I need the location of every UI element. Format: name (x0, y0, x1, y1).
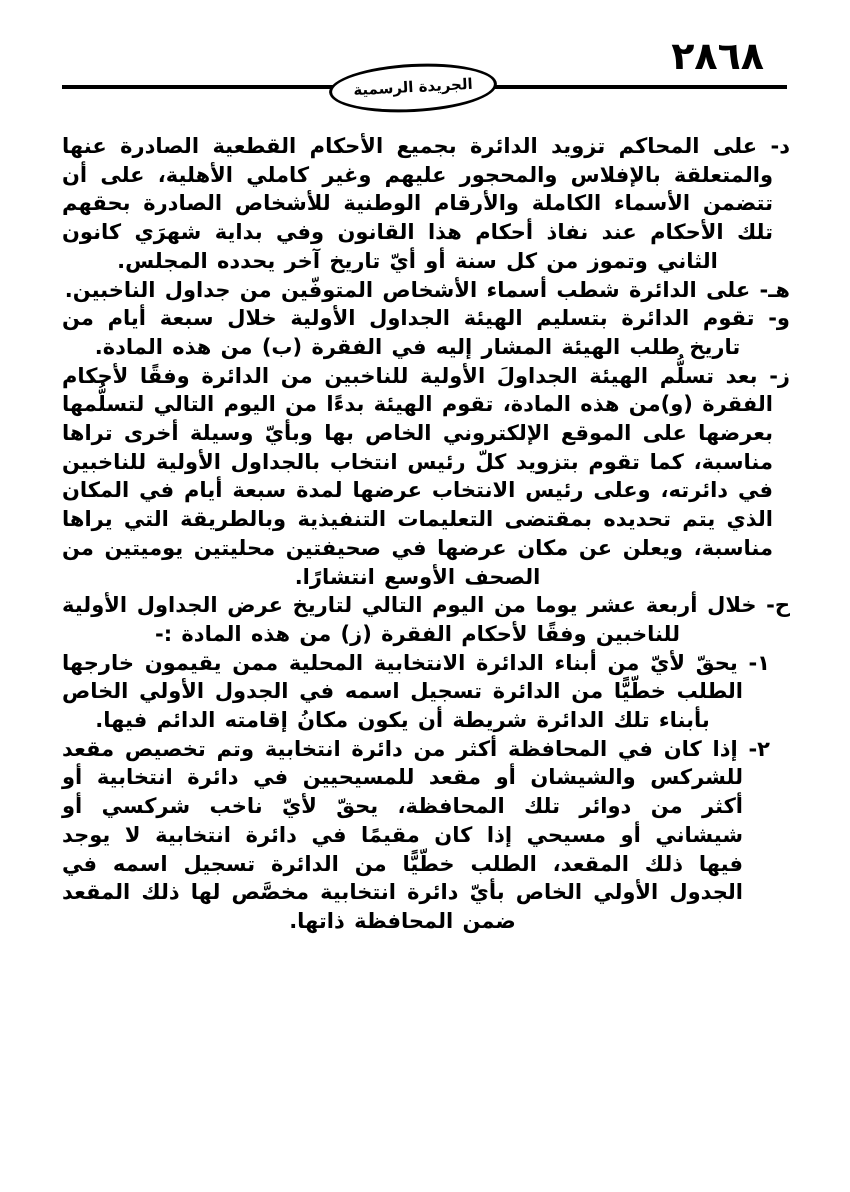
clause-ha: هـ- على الدائرة شطب أسماء الأشخاص المتوفّين من جداول الناخبين. (64, 277, 790, 302)
numbered-item-2: ٢- إذا كان في المحافظة أكثر من دائرة انتخابية وتم تخصيص مقعد للشركس والشيشان أو مقعد للمسيحيين في دائرة انتخابية أو أكثر من دوائر تلك المحافظة، يحقّ لأيّ ناخب شركسي أو شيشاني أو مسيحي إذا كان مقيمًا في دائرة انتخابية لا يوجد فيها ذلك المقعد، الطلب خطّيًّا من الدائرة تسجيل اسمه في الجدول الأولي الخاص بأيّ دائرة انتخابية مخصَّص لها ذلك المقعد ضمن المحافظة ذاتها. (62, 736, 770, 933)
clause-zay: ز- بعد تسلُّم الهيئة الجداولَ الأولية للناخبين من الدائرة وفقًا لأحكام الفقرة (و)من هذه المادة، تقوم الهيئة بدءًا من اليوم التالي لتسلُّمها بعرضها على الموقع الإلكتروني الخاص بها وبأيّ وسيلة أخرى تراها مناسبة، كما تقوم بتزويد كلّ رئيس انتخاب بالجداول الأولية للناخبين في دائرته، وعلى رئيس الانتخاب عرضها لمدة سبعة أيام في المكان الذي يتم تحديده بمقتضى التعليمات التنفيذية وبالطريقة التي يراها مناسبة، ويعلن عن مكان عرضها في صحيفتين محليتين يوميتين من الصحف الأوسع انتشارًا. (62, 363, 790, 589)
page-number: ٢٨٦٨ (671, 34, 764, 78)
gazette-badge-label: الجريدة الرسمية (352, 74, 474, 100)
gazette-oval-badge (328, 60, 498, 117)
clause-dal: د- على المحاكم تزويد الدائرة بجميع الأحكام القطعية الصادرة عنها والمتعلقة بالإفلاس والمحجور عليهم وغير كاملي الأهلية، على أن تتضمن الأسماء الكاملة والأرقام الوطنية للأشخاص الصادرة بحقهم تلك الأحكام عند نفاذ أحكام هذا القانون وفي بداية شهرَي كانون الثاني وتموز من كل سنة أو أيّ تاريخ آخر يحدده المجلس. (62, 134, 790, 273)
document-body (62, 132, 790, 936)
clause-waw: و- تقوم الدائرة بتسليم الهيئة الجداول الأولية خلال سبعة أيام من تاريخ طلب الهيئة المشار إليه في الفقرة (ب) من هذه المادة. (62, 306, 790, 359)
numbered-item-1: ١- يحقّ لأيّ من أبناء الدائرة الانتخابية المحلية ممن يقيمون خارجها الطلب خطّيًّا من الدائرة تسجيل اسمه في الجدول الأولي الخاص بأبناء تلك الدائرة شريطة أن يكون مكانُ إقامته الدائم فيها. (62, 650, 770, 733)
clause-hha: ح- خلال أربعة عشر يوما من اليوم التالي لتاريخ عرض الجداول الأولية للناخبين وفقًا لأحكام الفقرة (ز) من هذه المادة :- (62, 593, 790, 646)
